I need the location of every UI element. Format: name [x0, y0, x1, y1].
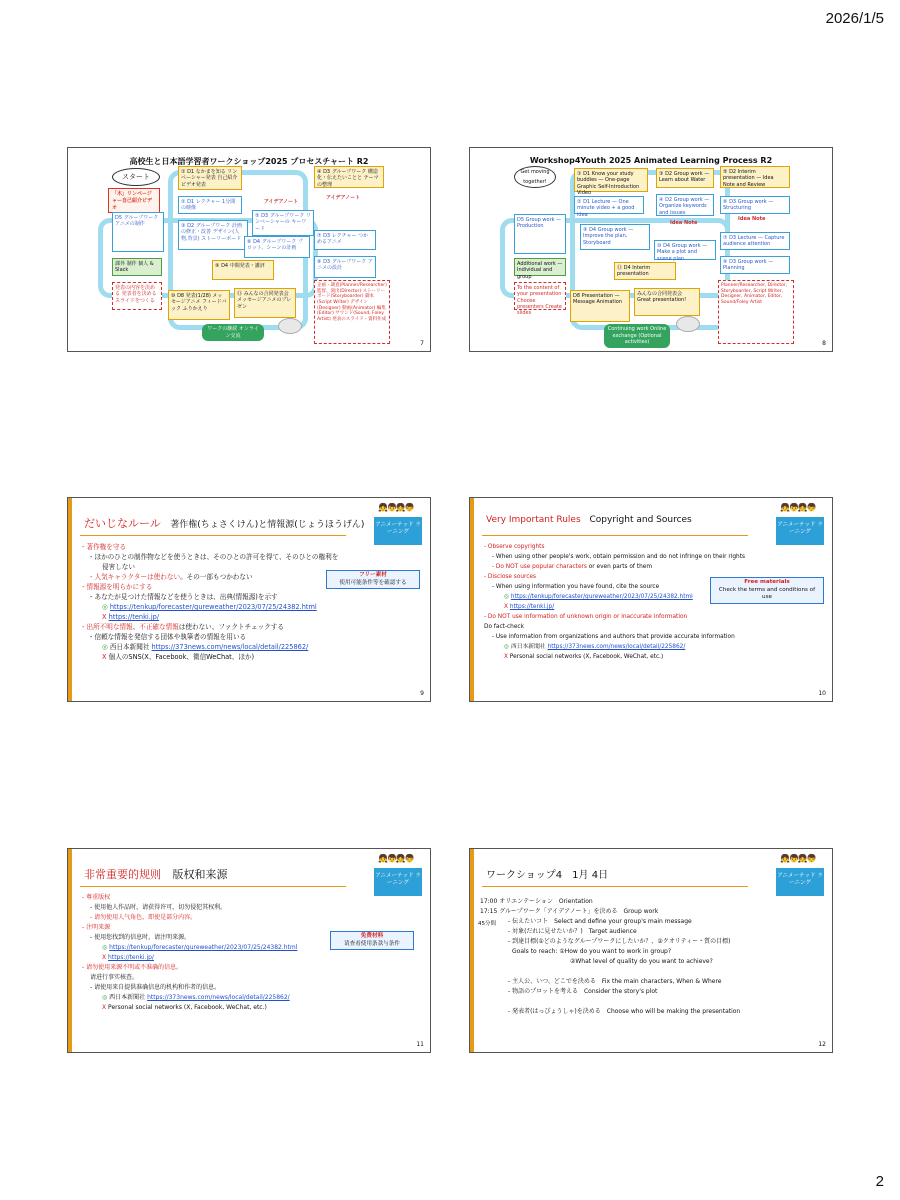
- bad-source: 個人のSNS(X、Facebook、微信WeChat、ほか): [108, 653, 255, 661]
- flow-box: D8 Presentation — Message Animation: [570, 290, 630, 322]
- flow-box: ⑤ D3 グループワーク リンペーシャーの キーワード: [252, 210, 314, 236]
- bad-mark-icon: X: [102, 954, 107, 961]
- good-mark-icon: ◎: [102, 643, 108, 651]
- agenda-line: - 伝えたいコト Select and define your group's main message: [508, 918, 692, 925]
- flow-box: ⑧ D3 Group work — Planning: [720, 256, 790, 274]
- print-date: 2026/1/5: [825, 10, 884, 27]
- idea-note-label: Idea Note: [670, 220, 698, 226]
- title-black: 版权和来源: [172, 868, 228, 881]
- slide-number: 9: [420, 690, 424, 697]
- rule-line: - 请勿使用来源不明或不准确的信息。: [82, 964, 183, 971]
- title-underline: [482, 886, 748, 887]
- rule-line: 侵害しない: [102, 563, 135, 571]
- slide-body: [82, 542, 420, 662]
- kids-icon: 👧👦👧👦: [780, 503, 816, 512]
- source-name: 西日本新聞社: [510, 644, 546, 650]
- rule-line: [82, 572, 420, 582]
- example-link[interactable]: https://tenki.jp/: [108, 954, 154, 961]
- agenda-line: - 主人公、いつ、どこでを決める Fix the main characters, When & Where: [508, 978, 722, 985]
- callout-title: 免费材料: [360, 933, 384, 939]
- slide-body: [82, 893, 420, 1013]
- good-example-line: [82, 993, 420, 1003]
- title-red: 非常重要的规则: [84, 868, 161, 881]
- bad-source: Personal social networks (X, Facebook, WeChat, etc.): [108, 1004, 267, 1011]
- flow-box: D5 Group work — Production: [514, 214, 566, 254]
- slide-number: 10: [818, 690, 826, 697]
- good-example-line: [82, 642, 420, 652]
- slide-title: [486, 515, 692, 525]
- rule-line: [82, 622, 420, 632]
- slide-number: 8: [822, 340, 826, 347]
- flow-box: ⑨ D4 Group work — Improve the plan, Storyboard: [580, 224, 650, 250]
- flow-box: ⑦ D3 レクチャー つかめるアニメ: [314, 230, 376, 250]
- flow-box: ④ D3 グループワーク 構造化・伝えたいことと テーマの整理: [314, 166, 384, 188]
- source-name: 西日本新聞社: [109, 994, 146, 1001]
- title-black: Copyright and Sources: [589, 515, 692, 525]
- rule-text: は使わない、ファクトチェックする: [178, 623, 284, 631]
- title-underline: [482, 535, 748, 536]
- example-link[interactable]: https://tenkup/forecaster/gureweather/2023/07/25/24382.html: [510, 594, 693, 600]
- agenda-line: ②What level of quality do you want to achieve?: [570, 958, 713, 965]
- rule-emphasis: - Do NOT use popular characters: [492, 564, 587, 570]
- rule-line: - When using information you have found, cite the source: [492, 584, 660, 590]
- agenda-line: 17:15 グループワーク「アイデアノート」を決める Group work: [480, 908, 659, 915]
- slide-7: [67, 147, 431, 352]
- slide-9: [67, 497, 431, 702]
- rule-emphasis: - 出所不明な情報: [82, 623, 133, 631]
- agenda-line: - 到達目標(①どのようなグループワークにしたいか？、②クオリティー・質の目標): [508, 938, 731, 945]
- rule-line: - あなたが見つけた情報などを使うときは、出典(情報源)を示す: [90, 593, 278, 601]
- flow-box: ① D1 Know your study buddies — One-page Graphic Self-Introduction Video: [574, 168, 648, 192]
- title-red: だいじなルール: [84, 517, 161, 530]
- rule-line: - 请使用来自提供准确信息的机构和作者的信息。: [90, 984, 221, 991]
- bad-example-line: [82, 652, 420, 662]
- flow-box: ③ D2 Group work — Learn about Water: [656, 168, 714, 188]
- rule-line: - Observe copyrights: [484, 544, 545, 550]
- online-exchange: Continuing work Online exchange (Optional activities): [604, 324, 670, 348]
- rule-line: - 情報源を明らかにする: [82, 583, 153, 591]
- slide-body: [480, 897, 822, 1017]
- flow-box: Additional work — Individual and group: [514, 258, 566, 276]
- duration-label: 45分間: [478, 921, 496, 927]
- example-link[interactable]: https://tenki.jp/: [509, 604, 555, 610]
- bad-example-line: [82, 1003, 420, 1013]
- example-link[interactable]: https://373news.com/news/local/detail/225862/: [151, 643, 309, 651]
- slide-11: [67, 848, 431, 1053]
- animated-learning-logo: [374, 503, 424, 547]
- good-mark-icon: ◎: [504, 594, 510, 600]
- logo-badge: アニメーテッド ラーニング: [374, 517, 422, 545]
- animated-learning-logo: [374, 854, 424, 898]
- students-illustration: [676, 316, 700, 332]
- flow-box: ⑦ D3 Lecture — Capture audience attention: [720, 232, 790, 250]
- rule-line: 请进行事实核查。: [90, 974, 139, 981]
- start-oval: スタート: [112, 168, 160, 186]
- kids-icon: 👧👦👧👦: [378, 503, 414, 512]
- bad-mark-icon: X: [504, 654, 508, 660]
- rule-text: 、: [132, 623, 140, 631]
- agenda-line: Goals to reach: ①How do you want to work in group?: [512, 948, 672, 955]
- accent-bar: [68, 498, 72, 701]
- accent-bar: [68, 849, 72, 1052]
- slide-12: [469, 848, 833, 1053]
- flow-box: ② D1 レクチャー 1分間の映像: [178, 196, 242, 214]
- good-mark-icon: ◎: [102, 994, 108, 1001]
- source-name: 西日本新聞社: [109, 643, 150, 651]
- slide-body: [484, 542, 822, 662]
- flow-box: ③ D2 グループワーク 計画の修正・改善 デザイン(人物,背景) ストーリーボード: [178, 220, 248, 250]
- rule-emphasis: 不正確な情報: [139, 623, 179, 631]
- logo-badge: アニメーテッド ラーニング: [374, 868, 422, 896]
- spacer: [480, 967, 822, 977]
- idea-note-label: アイデアノート: [326, 195, 361, 201]
- callout-text: 使用可能条件等を確認する: [339, 579, 407, 586]
- page-number: 2: [875, 1173, 884, 1190]
- example-link[interactable]: https://373news.com/news/local/detail/225862/: [547, 644, 686, 650]
- flow-box: ⑧ D3 グループワーク アニメの設計: [314, 256, 376, 278]
- rule-line: [484, 562, 822, 572]
- rule-line: - When using other people's work, obtain permission and do not infringe on their rights: [492, 554, 745, 560]
- good-mark-icon: ◎: [102, 603, 108, 611]
- rule-line: - Use information from organizations and authors that provide accurate information: [492, 634, 735, 640]
- slide-title: ワークショップ4 1月 4日: [486, 870, 609, 881]
- flow-box: To the content of your presentation Choose presenters Create slides: [514, 282, 566, 310]
- agenda-line: - 対象(だれに見せたいか？) Target audience: [508, 928, 637, 935]
- bad-mark-icon: X: [102, 653, 107, 661]
- animated-learning-logo: [776, 854, 826, 898]
- good-example-line: [484, 592, 822, 602]
- rule-line: - 使用他人作品时，请获得许可，切勿侵犯其权利。: [90, 904, 227, 911]
- good-mark-icon: ◎: [102, 944, 108, 951]
- roles-box: Planner/Researcher, Director, Storyboarder, Script Writer, Designer, Animator, Editor, Sound/Foley Artist: [718, 280, 794, 344]
- flow-box: 発表の内容を決める 発表者を決める スライドをつくる: [112, 282, 162, 310]
- flow-box: ④ D2 Group work — Organize keywords and issues: [656, 194, 714, 216]
- callout-text: 请查看使用条款与条件: [344, 940, 400, 947]
- spacer: [480, 997, 822, 1007]
- slide-number: 11: [416, 1041, 424, 1048]
- flow-box: ⑪ D4 Interim presentation: [614, 262, 676, 280]
- good-example-line: [82, 940, 420, 953]
- bad-mark-icon: X: [102, 1004, 107, 1011]
- flow-box: ② D1 Lecture — One minute video + a good idea: [574, 196, 644, 214]
- bad-example-line: [484, 652, 822, 662]
- rule-line: - Disclose sources: [484, 574, 537, 580]
- accent-bar: [470, 498, 474, 701]
- online-exchange: ワークの継続 オンライン交流: [202, 324, 264, 341]
- example-link[interactable]: https://tenkup/forecaster/gureweather/2023/07/25/24382.html: [109, 603, 317, 611]
- slide-8: [469, 147, 833, 352]
- example-link[interactable]: https://373news.com/news/local/detail/225862/: [147, 994, 290, 1001]
- logo-badge: アニメーテッド ラーニング: [776, 517, 824, 545]
- title-underline: [80, 886, 346, 887]
- flow-box: ⑥ D4 グループワーク プロット、シーンの計画: [244, 236, 310, 258]
- flow-box: ⑩ D4 Group work — Make a plot and scene plan: [654, 240, 716, 260]
- flow-box: D5 グループワーク アニメの制作: [112, 212, 164, 252]
- kids-icon: 👧👦👧👦: [780, 854, 816, 863]
- bad-source: Personal social networks (X, Facebook, WeChat, etc.): [509, 654, 664, 660]
- accent-bar: [470, 849, 474, 1052]
- slide-10: [469, 497, 833, 702]
- slide-title: [84, 866, 228, 882]
- roles-box: 企画・調査(Planner/Researcher) 監督、演出(Director) ストーリーボード(Storyboarder) 脚本(Script Writer) デザイン(Designer) 動画(Animator) 編集(Editor) サウンド(Sound, Foley Artist) 発表のスライド・資料作成: [314, 280, 390, 344]
- idea-note-label: Idea Note: [738, 216, 766, 222]
- bad-mark-icon: X: [102, 613, 107, 621]
- slide-number: 7: [420, 340, 424, 347]
- flow-box: ⑥ D3 Group work — Structuring: [720, 196, 790, 214]
- bad-example-line: [82, 953, 420, 963]
- bad-mark-icon: X: [504, 604, 508, 610]
- title-black: 著作権(ちょさくけん)と情報源(じょうほうげん): [170, 520, 365, 530]
- bad-example-line: [82, 612, 420, 622]
- animated-learning-logo: [776, 503, 826, 547]
- idea-note-label: アイデアノート: [264, 199, 299, 205]
- start-oval: Get moving together!: [514, 166, 556, 188]
- bad-example-line: [484, 602, 822, 612]
- rule-line: - Do NOT use information of unknown origin or inaccurate information: [484, 614, 688, 620]
- rule-text: or even parts of them: [588, 564, 652, 570]
- rule-line: - 著作権を守る: [82, 543, 127, 551]
- flow-box: ⑪ みんなの合同発表会 メッセージアニメのプレゼン: [234, 288, 296, 318]
- example-link[interactable]: https://tenki.jp/: [108, 613, 160, 621]
- slide-title: 高校生と日本語学習者ワークショップ2025 プロセスチャート R2: [129, 157, 369, 166]
- kids-icon: 👧👦👧👦: [378, 854, 414, 863]
- rule-line: - 使用您找到的信息时，请注明来源。: [90, 934, 191, 941]
- good-mark-icon: ◎: [504, 644, 510, 650]
- good-example-line: [484, 642, 822, 652]
- good-example-line: [82, 602, 420, 612]
- callout-title: Free materials: [744, 579, 790, 585]
- flow-box: ⑩ D8 発表(1/28) メッセージアニメ フィードバック ふりかえり: [168, 290, 230, 320]
- video-note: 「木」リンページャー自己紹介ビデオ: [108, 188, 160, 213]
- example-link[interactable]: https://tenkup/forecaster/gureweather/2023/07/25/24382.html: [109, 944, 298, 951]
- agenda-line: - 物語のプロットを考える Consider the story's plot: [508, 988, 658, 995]
- rule-emphasis: - 人気キャラクターは使わない: [90, 573, 181, 581]
- flow-box: 課外 制作 個人 & Slack: [112, 258, 162, 276]
- slide-number: 12: [818, 1041, 826, 1048]
- agenda-line: 17:00 オリエンテーション Orientation: [480, 898, 593, 905]
- slide-title: Workshop4Youth 2025 Animated Learning Process R2: [529, 156, 773, 165]
- agenda-line: - 発表者(はっぴょうしゃ)を決める Choose who will be making the presentation: [508, 1008, 741, 1015]
- students-illustration: [278, 318, 302, 334]
- rule-line: - 注明来源: [82, 924, 111, 931]
- callout-text: Check the terms and conditions of use: [718, 586, 816, 601]
- flow-box: ⑨ D4 中間発表・講評: [212, 260, 274, 280]
- slide-title: [84, 515, 364, 531]
- callout-title: フリー素材: [359, 572, 387, 578]
- title-red: Very Important Rules: [486, 515, 581, 525]
- rule-line: Do fact-check: [484, 624, 524, 630]
- rule-line: - ほかのひとの制作物などを使うときは、そのひとの許可を得て、そのひとの権利を: [90, 553, 339, 561]
- rule-line: - 信頼な情報を発信する団体や執筆者の情報を用いる: [90, 633, 247, 641]
- flow-box: ⑤ D2 Interim presentation — Idea Note and Review: [720, 166, 790, 188]
- title-underline: [80, 535, 346, 536]
- rule-line: - 请勿使用人气角色，即使是部分内容。: [90, 914, 197, 921]
- flow-box: みんなの合同発表会 Great presentation!: [634, 288, 700, 316]
- flow-box: ① D1 なかまを知る リンペーシャー発表 自己紹介ビデオ発表: [178, 166, 242, 190]
- rule-line: - 尊重版权: [82, 894, 111, 901]
- rule-text: 。その一部もつかわない: [180, 573, 253, 581]
- logo-badge: アニメーテッド ラーニング: [776, 868, 824, 896]
